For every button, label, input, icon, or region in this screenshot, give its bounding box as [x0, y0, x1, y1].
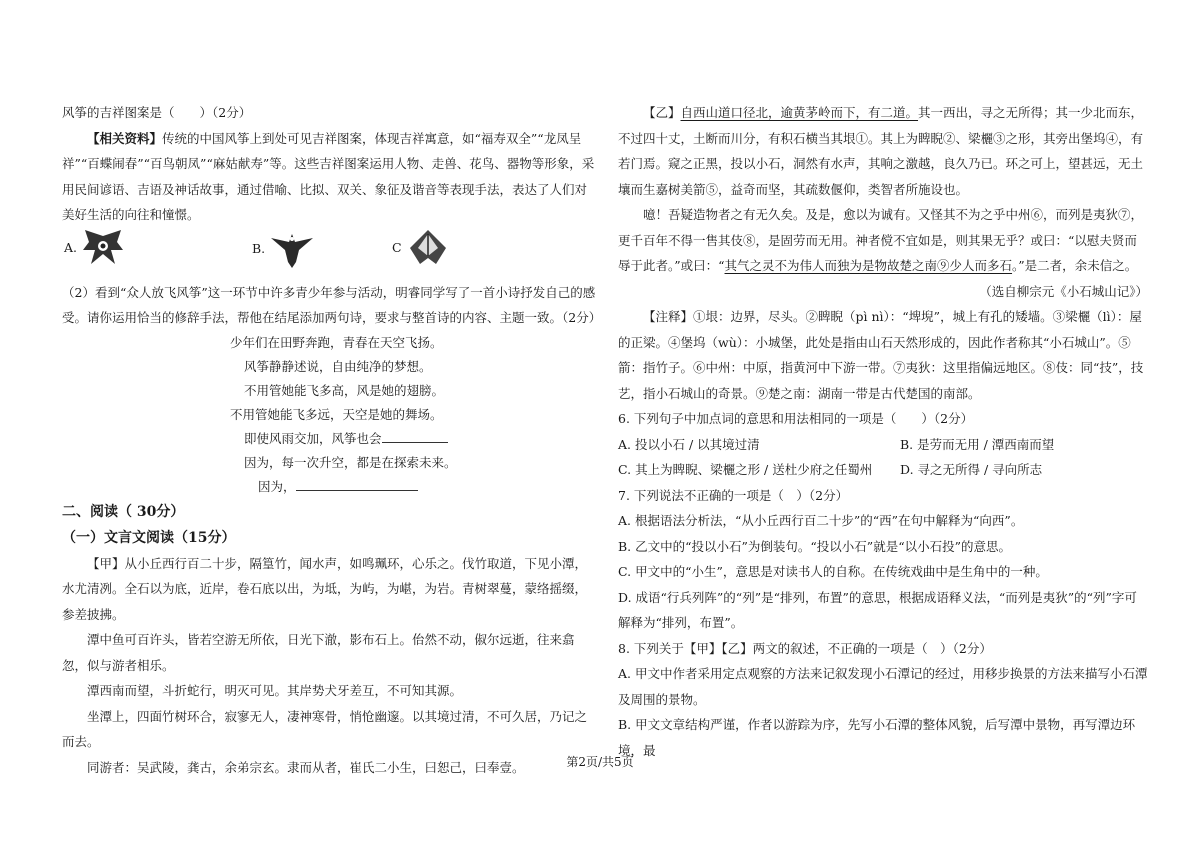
butterfly-kite-icon — [81, 228, 125, 268]
section-title: 二、阅读（ 30分） — [62, 503, 185, 520]
kite-options — [62, 228, 597, 280]
q7-option-c[interactable]: C. 甲文中的“小生”，意思是对读书人的自称。在传统戏曲中是生角中的一种。 — [618, 564, 1048, 579]
subsection-title: （一）文言文阅读（15分） — [62, 529, 236, 546]
notes-label: 【注释】 — [643, 309, 694, 324]
yi-text: 。”是二者，余未信之。 — [1012, 258, 1138, 273]
q6-option-row — [618, 457, 1148, 483]
poem-line — [230, 475, 597, 499]
question-kite-stem: 风筝的吉祥图案是（ ）（2分） — [62, 105, 252, 120]
q6-option-row — [618, 432, 1148, 458]
q6-option-b[interactable]: B. 是劳而无用 / 潭西南而望 — [900, 436, 1055, 452]
poem-line-text: 因为， — [258, 478, 296, 494]
q7-option-a[interactable]: A. 根据语法分析法，“从小丘西行百二十步”的“西”在句中解释为“向西”。 — [618, 513, 1024, 528]
page-number: 第2页/共5页 — [566, 755, 634, 769]
q8-option-b[interactable]: B. 甲文文章结构严谨，作者以游踪为序，先写小石潭的整体风貌，后写潭中景物，再写潭边环境，最 — [618, 717, 1136, 758]
poem-line: 少年们在田野奔跑，青春在天空飞扬。 — [230, 334, 443, 350]
poem-line: 因为，每一次升空，都是在探索未来。 — [244, 454, 457, 470]
option-c — [392, 228, 450, 268]
jia-label: 【甲】 — [87, 555, 125, 571]
option-letter: B. — [252, 241, 266, 256]
yi-underlined-sentence: 其气之灵不为伟人而独为是物故楚之南⑨少人而多石 — [724, 258, 1013, 273]
poem-line: 不用管她能飞多远，天空是她的舞场。 — [230, 406, 443, 422]
question-7-stem: 7. 下列说法不正确的一项是（ ）（2分） — [618, 487, 849, 503]
source-citation: （选自柳宗元《小石城山记》） — [979, 283, 1148, 299]
q6-option-a[interactable]: A. 投以小石 / 以其境过清 — [618, 436, 760, 452]
q6-option-d[interactable]: D. 寻之无所得 / 寻向所志 — [900, 462, 1043, 477]
yi-label: 【乙】 — [643, 105, 681, 120]
option-b — [252, 228, 315, 270]
poem-line: 不用管她能飞多高，风是她的翅膀。 — [244, 382, 445, 398]
related-material — [62, 126, 597, 228]
jia-paragraph — [62, 551, 597, 628]
yi-underlined-sentence: 自西山道口径北，逾黄茅岭而下，有二道。 — [680, 105, 919, 120]
yi-text: 其一西出，寻之无所得；其一少北而东，不过四十丈，土断而川分，有积石横当其垠①。其上为睥睨②、梁欐③之形，其旁出堡坞④，有若门焉。窥之正黑，投以小石，洞然有水声，其响之激越，良久乃已。环之可上，望甚远，无土壤而生嘉树美箭⑤，益奇而坚，其疏数偃仰，类智者所施设也。 — [618, 105, 1144, 197]
q8-option-a[interactable]: A. 甲文中作者采用定点观察的方法来记叙发现小石潭记的经过，用移步换景的方法来描写小石潭及周围的景物。 — [618, 666, 1148, 707]
answer-blank[interactable] — [382, 432, 448, 443]
poem-line-text: 即使风雨交加，风筝也会 — [244, 430, 382, 446]
material-label: 【相关资料】 — [87, 130, 163, 146]
q7-option-d[interactable]: D. 成语“行兵列阵”的“列”是“排列，布置”的意思，根据成语释义法，“而列是夷狄”的“列”字可解释为“排列，布置”。 — [618, 589, 1137, 630]
poem-line: 风筝静静述说，自由纯净的梦想。 — [244, 358, 432, 374]
poem-line — [230, 427, 597, 451]
jia-paragraph: 坐潭上，四面竹树环合，寂寥无人，凄神寒骨，悄怆幽邃。以其境过清，不可久居，乃记之而去。 — [62, 708, 588, 749]
eagle-kite-icon — [269, 228, 315, 270]
q7-option-b[interactable]: B. 乙文中的“投以小石”为倒装句。“投以小石”就是“以小石投”的意思。 — [618, 538, 1011, 554]
jia-paragraph: 潭中鱼可百许头，皆若空游无所依，日光下澈，影布石上。佁然不动，俶尔远逝，往来翕忽，似与游者相乐。 — [62, 632, 575, 673]
yi-text: 噫！吾疑造物者之有无久矣。及是，愈以为诚有。又怪其不为之乎中州⑥，而列是夷狄⑦，更千百年不得一售其伎⑧，是固劳而无用。神者傥不宜如是，则其果无乎？或曰：“以慰夫贤而辱于此者。”或曰：“ — [618, 207, 1144, 273]
option-a — [64, 228, 125, 268]
question-2: （2）看到“众人放飞风筝”这一环节中许多青少年参与活动，明睿同学写了一首小诗抒发自己的感受。请你运用恰当的修辞手法，帮他在结尾添加两句诗，要求与整首诗的内容、主题一致。（2分） — [62, 284, 602, 325]
option-letter: A. — [64, 240, 78, 255]
poem — [62, 331, 597, 499]
notes — [618, 304, 1148, 406]
q6-option-c[interactable]: C. 其上为睥睨、梁欐之形 / 送杜少府之任蜀州 — [618, 462, 873, 477]
moth-kite-icon — [406, 228, 450, 268]
option-letter: C — [392, 240, 402, 255]
yi-paragraph — [618, 202, 1148, 279]
material-text: 传统的中国风筝上到处可见吉祥图案，体现吉祥寓意，如“福寿双全”“龙凤呈祥”“百蝶闹春”“百鸟朝凤”“麻姑献寿”等。这些吉祥图案运用人物、走兽、花鸟、器物等形象，采用民间谚语、吉语及神话故事，通过借喻、比拟、双关、象征及谐音等表现手法，表达了人们对美好生活的向往和憧憬。 — [62, 130, 595, 222]
question-8-stem: 8. 下列关于【甲】【乙】两文的叙述，不正确的一项是（ ）（2分） — [618, 640, 992, 656]
question-6-stem: 6. 下列句子中加点词的意思和用法相同的一项是（ ）（2分） — [618, 411, 974, 426]
jia-paragraph: 潭西南而望，斗折蛇行，明灭可见。其岸势犬牙差互，不可知其源。 — [87, 683, 463, 698]
jia-text: 从小丘西行百二十步，隔篁竹，闻水声，如鸣珮环，心乐之。伐竹取道，下见小潭，水尤清冽。全石以为底，近岸，卷石底以出，为坻，为屿，为嵁，为岩。青树翠蔓，蒙络摇缀，参差披拂。 — [62, 555, 588, 622]
jia-paragraph: 同游者：吴武陵，龚古，余弟宗玄。隶而从者，崔氏二小生，曰恕己，曰奉壹。 — [87, 759, 525, 775]
notes-text: ①垠：边界，尽头。②睥睨（pì nì）：“埤堄”，城上有孔的矮墙。③梁欐（lì）：屋的正梁。④堡坞（wù）：小城堡，此处是指由山石天然形成的，因此作者称其“小石城山”。⑤箭：指竹子。⑥中州：中原，指黄河中下游一带。⑦夷狄：这里指偏远地区。⑧伎：同“技”，技艺，指小石城山的奇景。⑨楚之南：湖南一带是古代楚国的南部。 — [618, 309, 1144, 401]
right-column — [618, 100, 1148, 763]
yi-paragraph — [618, 100, 1148, 202]
answer-blank[interactable] — [296, 480, 418, 491]
